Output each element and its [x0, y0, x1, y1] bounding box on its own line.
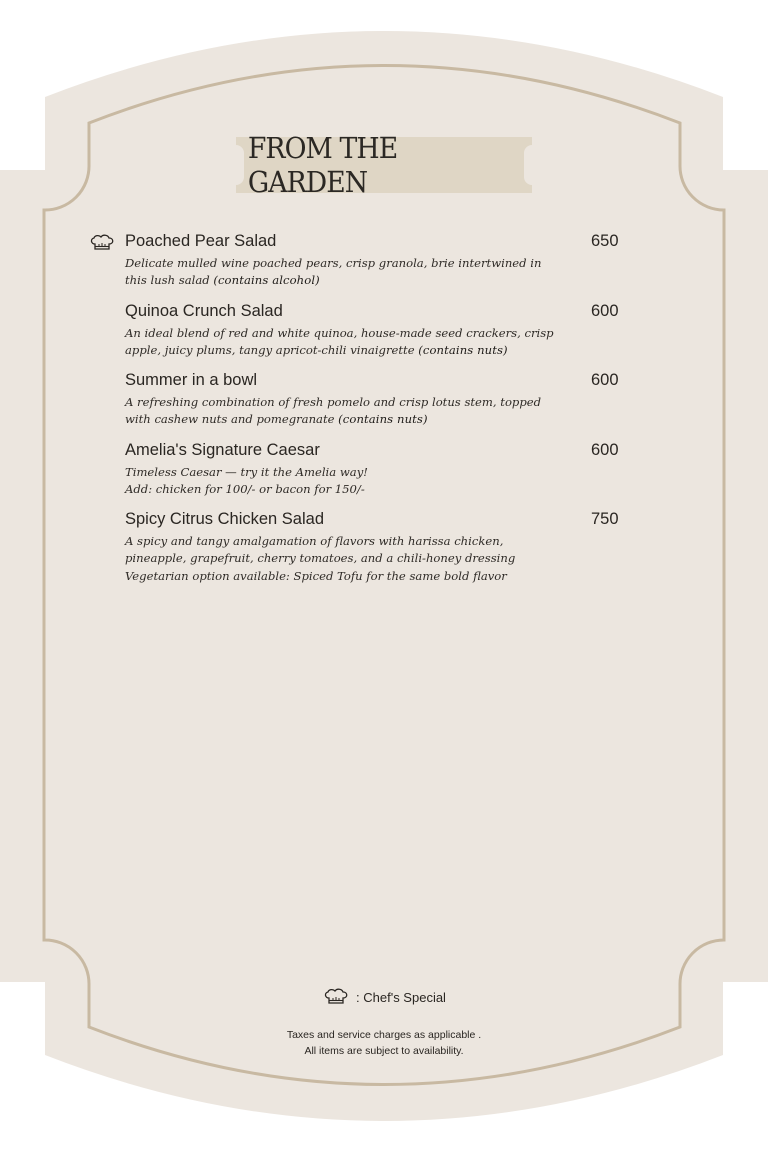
menu-item	[88, 441, 648, 511]
description-line	[125, 550, 545, 567]
description-text: An ideal blend of red and white quinoa, house-made seed crackers, crisp	[125, 325, 554, 340]
section-title-plate	[236, 131, 532, 199]
description-line	[125, 411, 545, 428]
description-line	[125, 394, 545, 411]
description-line	[125, 255, 545, 272]
description-line	[125, 325, 554, 342]
menu-item-name: Poached Pear Salad	[125, 232, 277, 250]
description-text: Vegetarian option available: Spiced Tofu for the same bold flavor	[125, 568, 507, 583]
dietary-note: (contains alcohol)	[213, 273, 320, 288]
description-text: A refreshing combination of fresh pomelo and crisp lotus stem, topped	[125, 395, 542, 409]
description-text: pineapple, grapefruit, cherry tomatoes, and a chili-honey dressing	[125, 551, 516, 566]
menu-item-price: 750	[591, 510, 619, 528]
menu-item-name: Amelia's Signature Caesar	[125, 440, 320, 459]
description-text: Add: chicken for 100/- or bacon for 150/-	[125, 481, 365, 496]
menu-item	[88, 371, 648, 441]
description-line	[125, 342, 545, 359]
menu-item	[88, 510, 648, 583]
menu-item-name: Quinoa Crunch Salad	[125, 301, 283, 320]
menu-item-description	[125, 464, 545, 499]
legend-label: : Chef's Special	[356, 989, 446, 1005]
description-line	[125, 481, 545, 498]
description-text: this lush salad	[125, 273, 214, 288]
menu-item-description	[125, 533, 545, 585]
menu-item-price: 600	[591, 371, 619, 389]
description-line	[125, 568, 545, 585]
menu-item	[88, 302, 648, 372]
menu-item-price: 650	[591, 232, 619, 250]
footer-taxes-note: Taxes and service charges as applicable .	[286, 1029, 482, 1041]
description-line	[125, 533, 545, 550]
menu-item	[88, 232, 648, 302]
menu-item-description	[125, 394, 545, 429]
menu-list	[88, 232, 648, 583]
dietary-note: (contains nuts)	[418, 342, 508, 357]
description-text: A spicy and tangy amalgamation of flavors with harissa chicken,	[125, 534, 504, 548]
menu-item-price: 600	[591, 440, 619, 459]
menu-item-price: 600	[591, 301, 619, 320]
section-title: FROM THE GARDEN	[247, 131, 398, 199]
menu-item-description	[125, 325, 554, 360]
menu-item-name: Spicy Citrus Chicken Salad	[125, 510, 324, 528]
footer-availability-note: All items are subject to availability.	[304, 1045, 464, 1057]
description-text: apple, juicy plums, tangy apricot-chili vinaigrette	[125, 342, 419, 357]
chef-hat-icon	[88, 234, 116, 252]
dietary-note: (contains nuts)	[338, 412, 428, 427]
description-text: Timeless Caesar — try it the Amelia way!	[125, 464, 368, 479]
footer	[0, 1027, 768, 1059]
legend	[0, 988, 768, 1006]
description-line	[125, 272, 545, 289]
description-text: Delicate mulled wine poached pears, crisp granola, brie intertwined in	[125, 256, 542, 270]
description-line	[125, 464, 545, 481]
description-text: with cashew nuts and pomegranate	[125, 412, 339, 427]
chef-hat-icon	[322, 988, 350, 1006]
menu-item-description	[125, 255, 545, 290]
menu-item-name: Summer in a bowl	[125, 371, 258, 389]
